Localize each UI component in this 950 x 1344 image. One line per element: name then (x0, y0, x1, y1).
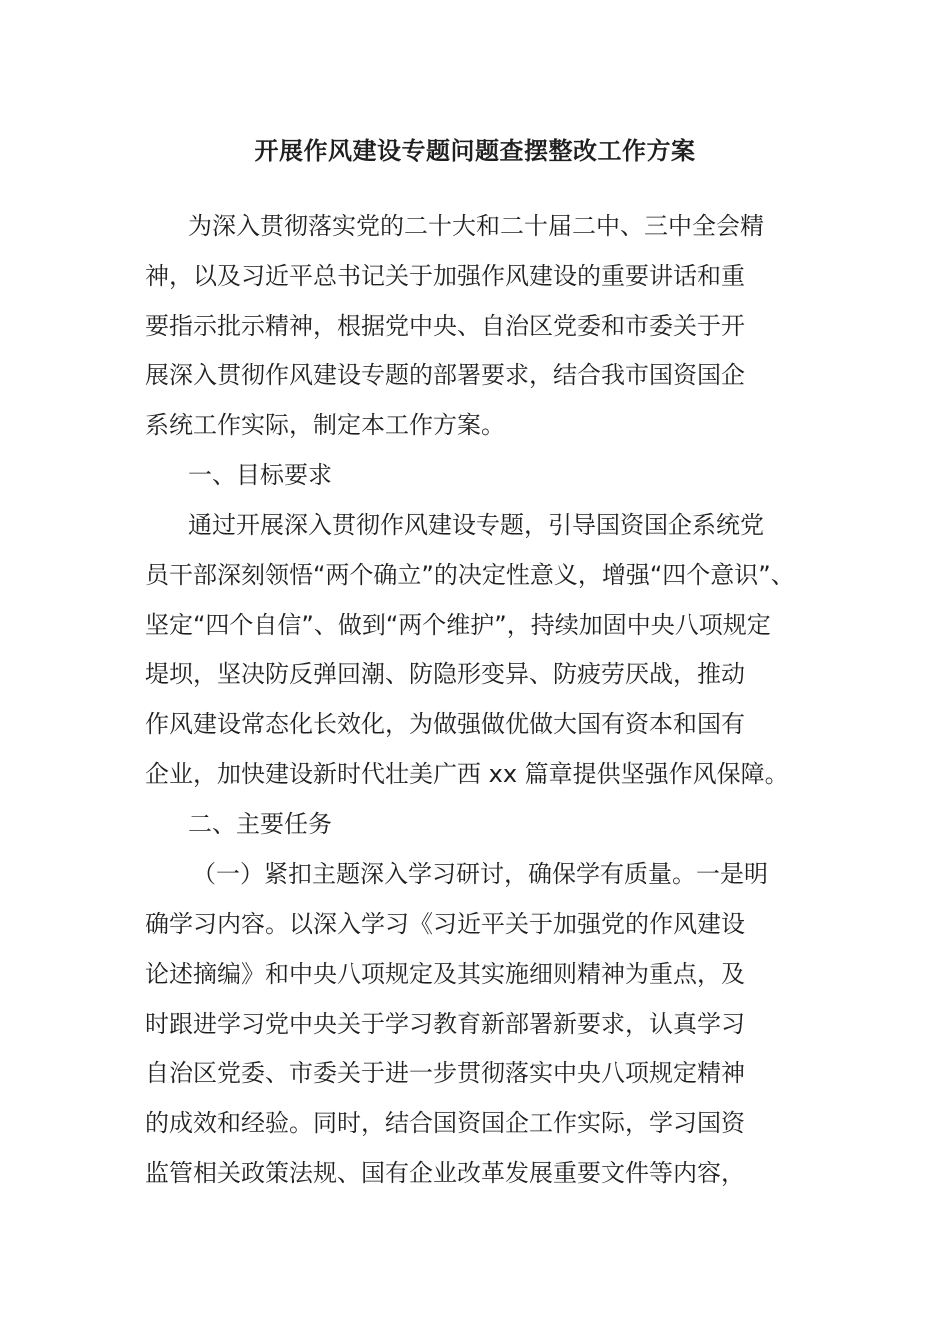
paragraph-line: 坚定“四个自信”、做到“两个维护”，持续加固中央八项规定 (145, 611, 771, 639)
document-title: 开展作风建设专题问题查摆整改工作方案 (254, 137, 696, 165)
paragraph-line: 企业，加快建设新时代壮美广西 xx 篇章提供坚强作风保障。 (145, 760, 789, 788)
section-heading: 一、目标要求 (188, 461, 332, 489)
paragraph-line: 时跟进学习党中央关于学习教育新部署新要求，认真学习 (145, 1010, 745, 1038)
paragraph-line: 通过开展深入贯彻作风建设专题，引导国资国企系统党 (188, 511, 764, 539)
paragraph-line: 堤坝，坚决防反弹回潮、防隐形变异、防疲劳厌战，推动 (145, 660, 745, 688)
paragraph-line: 要指示批示精神，根据党中央、自治区党委和市委关于开 (145, 312, 745, 340)
paragraph-line: 员干部深刻领悟“两个确立”的决定性意义，增强“四个意识”、 (145, 561, 795, 589)
paragraph-line: 监管相关政策法规、国有企业改革发展重要文件等内容， (145, 1159, 745, 1187)
section-heading: 二、主要任务 (188, 810, 332, 838)
paragraph-line: （一）紧扣主题深入学习研讨，确保学有质量。一是明 (192, 860, 768, 888)
paragraph-line: 系统工作实际，制定本工作方案。 (145, 411, 505, 439)
paragraph-line: 确学习内容。以深入学习《习近平关于加强党的作风建设 (145, 910, 745, 938)
paragraph-line: 展深入贯彻作风建设专题的部署要求，结合我市国资国企 (145, 361, 745, 389)
paragraph-line: 为深入贯彻落实党的二十大和二十届二中、三中全会精 (188, 212, 764, 240)
paragraph-line: 论述摘编》和中央八项规定及其实施细则精神为重点，及 (145, 960, 745, 988)
paragraph-line: 的成效和经验。同时，结合国资国企工作实际，学习国资 (145, 1109, 745, 1137)
paragraph-line: 作风建设常态化长效化，为做强做优做大国有资本和国有 (145, 710, 745, 738)
paragraph-line: 神，以及习近平总书记关于加强作风建设的重要讲话和重 (145, 262, 745, 290)
paragraph-line: 自治区党委、市委关于进一步贯彻落实中央八项规定精神 (145, 1059, 745, 1087)
